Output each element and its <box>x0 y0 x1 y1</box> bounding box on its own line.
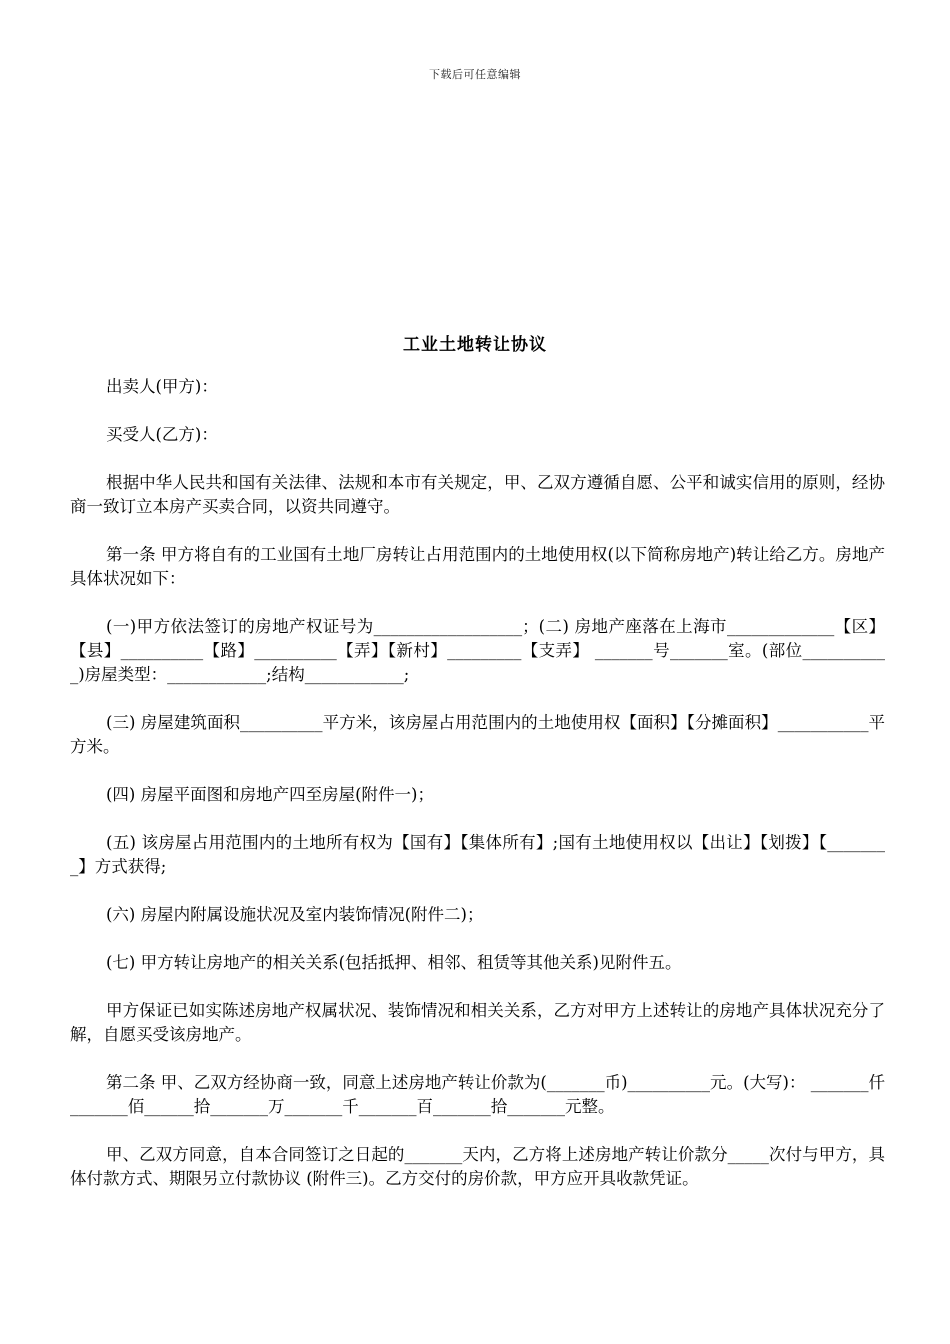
item-6-paragraph: (六) 房屋内附属设施状况及室内装饰情况(附件二)； <box>106 905 484 924</box>
payment-terms-paragraph: 甲、乙双方同意，自本合同签订之日起的_______天内，乙方将上述房地产转让价款分_____次付与甲方，具体付款方式、期限另立付款协议 (附件三)。乙方交付的房价款，甲方应开具收款凭证。 <box>70 1145 885 1188</box>
seller-line: 出卖人(甲方)： <box>106 377 218 396</box>
seller-guarantee-paragraph: 甲方保证已如实陈述房地产权属状况、装饰情况和相关关系，乙方对甲方上述转让的房地产具体状况充分了解，自愿买受该房地产。 <box>70 1001 885 1044</box>
document-title: 工业土地转让协议 <box>403 335 547 355</box>
item-4-paragraph: (四) 房屋平面图和房地产四至房屋(附件一)； <box>106 785 434 804</box>
article-2-paragraph: 第二条 甲、乙双方经协商一致，同意上述房地产转让价款为(_______币)__________元。(大写)： _______仟_______佰______拾_______万_______千_______百_______拾_______元整。 <box>70 1073 885 1116</box>
item-7-paragraph: (七) 甲方转让房地产的相关关系(包括抵押、相邻、租赁等其他关系)见附件五。 <box>106 953 682 972</box>
item-1-2-paragraph: (一)甲方依法签订的房地产权证号为__________________；(二) 房地产座落在上海市_____________【区】【县】__________【路】__________【弄】【新村】_________【支弄】 _______号_______室。(部位___________)房屋类型：____________;结构____________; <box>70 617 885 684</box>
item-5-paragraph: (五) 该房屋占用范围内的土地所有权为【国有】【集体所有】;国有土地使用权以【出让】【划拨】【________】方式获得; <box>70 833 885 876</box>
preamble-paragraph: 根据中华人民共和国有关法律、法规和本市有关规定，甲、乙双方遵循自愿、公平和诚实信用的原则，经协商一致订立本房产买卖合同，以资共同遵守。 <box>70 473 885 516</box>
document-body <box>70 375 885 1215</box>
page-header-note: 下载后可任意编辑 <box>429 68 521 81</box>
buyer-line: 买受人(乙方)： <box>106 425 218 444</box>
article-1-paragraph: 第一条 甲方将自有的工业国有土地厂房转让占用范围内的土地使用权(以下简称房地产)转让给乙方。房地产具体状况如下： <box>70 545 885 588</box>
item-3-paragraph: (三) 房屋建筑面积__________平方米，该房屋占用范围内的土地使用权【面积】【分摊面积】___________平方米。 <box>70 713 885 756</box>
